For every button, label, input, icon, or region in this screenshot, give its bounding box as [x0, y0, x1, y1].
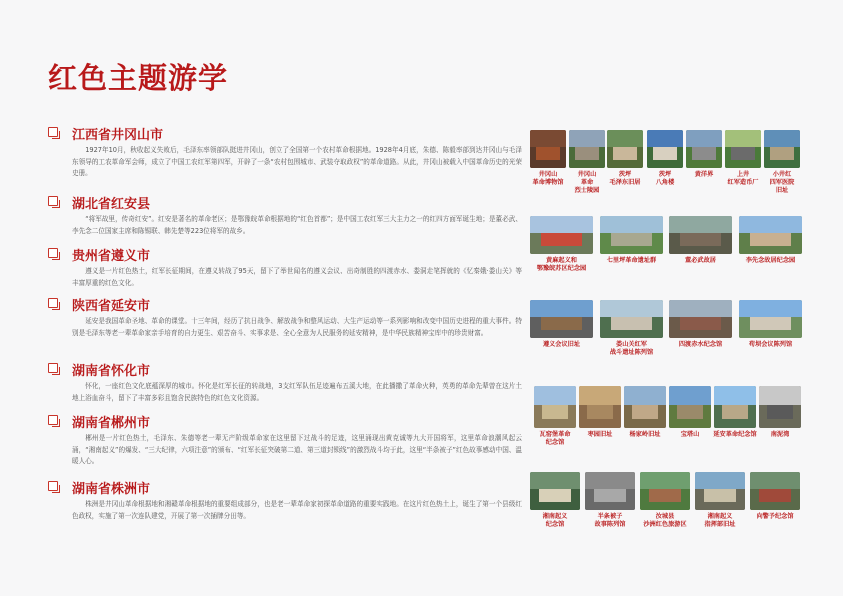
- gallery-photo: [647, 130, 683, 168]
- gallery-item: [566, 130, 608, 195]
- gallery-photo: [624, 386, 666, 428]
- gallery-item: [747, 472, 803, 521]
- gallery-caption: 井冈山 革命 烈士陵园: [574, 171, 600, 194]
- gallery-caption: 南泥湾: [770, 431, 790, 438]
- gallery-caption: 上井 红军造币厂: [727, 171, 759, 186]
- gallery-caption: 湘南起义 指挥部旧址: [704, 513, 736, 528]
- gallery-item: [736, 300, 805, 349]
- gallery-caption: 遵义会议旧址: [542, 341, 581, 348]
- gallery-photo: [585, 472, 635, 510]
- section-chenzhou: [48, 412, 522, 468]
- section-title: 湖南省株洲市: [72, 481, 151, 497]
- gallery-caption: 井冈山 革命博物馆: [532, 171, 564, 186]
- gallery-item: [761, 130, 803, 195]
- gallery-item: [597, 216, 666, 265]
- gallery-photo: [739, 216, 802, 254]
- gallery-item: [736, 216, 805, 265]
- gallery-caption: 董必武故居: [685, 257, 716, 264]
- section-marker-icon: [48, 248, 60, 260]
- gallery-caption: 小井红 四军医院 旧址: [769, 171, 795, 194]
- gallery-photo: [600, 216, 663, 254]
- section-body: 株洲是井冈山革命根据地和湘赣革命根据地的重要组成部分，也是老一辈革命家初探革命道路的重要实践地。在这片红色热土上，诞生了第一个县级红色政权，实施了第一次连队建党，开展了第一次插牌分田等。: [72, 500, 522, 520]
- gallery-item: [604, 130, 646, 187]
- gallery-caption: 娄山关红军 战斗遗址陈列馆: [609, 341, 654, 356]
- gallery-caption: 汝城县 沙洲红色旅游区: [643, 513, 687, 528]
- gallery-photo: [600, 300, 663, 338]
- section-title: 贵州省遵义市: [72, 248, 151, 264]
- section-zunyi: [48, 245, 522, 289]
- gallery-photo: [669, 300, 732, 338]
- gallery-photo: [640, 472, 690, 510]
- gallery-item: [597, 300, 666, 357]
- gallery-photo: [579, 386, 621, 428]
- gallery-item: [531, 386, 579, 447]
- gallery-caption: 杨家岭旧址: [629, 431, 661, 438]
- gallery-photo: [607, 130, 643, 168]
- gallery-photo: [750, 472, 800, 510]
- gallery-item: [576, 386, 624, 439]
- gallery-caption: 瓦窑堡革命 纪念馆: [539, 431, 571, 446]
- gallery-photo: [714, 386, 756, 428]
- section-title: 湖南省郴州市: [72, 415, 151, 431]
- gallery-caption: 茨坪 毛泽东旧居: [609, 171, 641, 186]
- section-body: 怀化，一座红色文化底蕴深厚的城市。怀化是红军长征的转战地，3支红军队伍足迹遍布五溪大地，在此播撒了革命火种，英勇的革命先辈曾在这片土地上浴血奋斗，留下了丰富多彩且饱含民族特色的红色文化资源。: [72, 382, 522, 402]
- gallery-caption: 半条被子 故事陈列馆: [594, 513, 626, 528]
- gallery-item: [692, 472, 748, 529]
- gallery-photo: [530, 472, 580, 510]
- gallery-item: [683, 130, 725, 179]
- gallery-photo: [695, 472, 745, 510]
- section-body: “将军故里，传奇红安”。红安是著名的革命老区；是鄂豫皖革命根据地的“红色首都”；是中国工农红军三大主力之一的红四方面军诞生地；是董必武、李先念二位国家主席和陈锡联、韩先楚等223位将军的故乡。: [72, 215, 522, 235]
- gallery-caption: 向警予纪念馆: [756, 513, 794, 520]
- section-marker-icon: [48, 481, 60, 493]
- gallery-photo: [569, 130, 605, 168]
- section-marker-icon: [48, 298, 60, 310]
- section-body: 遵义是一片红色热土，红军长征期间，在遵义转战了95天，留下了举世闻名的遵义会议、出奇制胜的四渡赤水、娄洞走笔挥就的《忆秦娥·娄山关》等丰富厚重的红色文化。: [72, 267, 522, 287]
- gallery-item: [527, 472, 583, 529]
- gallery-caption: 七里坪革命遗址群: [606, 257, 657, 264]
- gallery-photo: [759, 386, 801, 428]
- section-title: 陕西省延安市: [72, 298, 151, 314]
- gallery-item: [666, 216, 735, 265]
- gallery-caption: 湘南起义 纪念馆: [542, 513, 568, 528]
- gallery-photo: [530, 300, 593, 338]
- gallery-caption: 宝塔山: [680, 431, 700, 438]
- section-body: 1927年10月，秋收起义失败后，毛泽东率领部队挺进井冈山，创立了全国第一个农村革命根据地。1928年4月底，朱德、陈毅率部到达井冈山与毛泽东领导的工农革命军会师，成立了中国工农红军第四军，开辟了一条“农村包围城市、武装夺取政权”的革命道路。从此，井冈山被载入中国革命历史的光荣史册。: [72, 146, 522, 178]
- gallery-caption: 李先念故居纪念园: [745, 257, 796, 264]
- gallery-item: [711, 386, 759, 439]
- gallery-photo: [686, 130, 722, 168]
- gallery-photo: [534, 386, 576, 428]
- gallery-photo: [764, 130, 800, 168]
- gallery-caption: 黄麻起义和 鄂豫皖苏区纪念园: [536, 257, 587, 272]
- section-jinggangshan: [48, 124, 522, 180]
- section-huaihua: [48, 360, 522, 404]
- gallery-caption: 枣园旧址: [587, 431, 613, 438]
- gallery-photo: [669, 216, 732, 254]
- gallery-item: [637, 472, 693, 529]
- section-body: 郴州是一片红色热土，毛泽东、朱德等老一辈无产阶级革命家在这里留下过战斗的足迹，这里涌现出黄克诚等九大开国将军，这里革命浪潮风起云涌，“湘南起义”的爆发、“三大纪律，六项注意”的颁布、“红军长征突破第二道、第三道封锁线”的激烈战斗均于此，这里“半条被子”红色故事感动中国、温暖人心。: [72, 434, 522, 466]
- gallery-photo: [739, 300, 802, 338]
- gallery-item: [621, 386, 669, 439]
- section-hongan: [48, 193, 522, 237]
- page-title: 红色主题游学: [48, 61, 229, 95]
- gallery-item: [644, 130, 686, 187]
- gallery-photo: [669, 386, 711, 428]
- gallery-caption: 四渡赤水纪念馆: [678, 341, 723, 348]
- section-marker-icon: [48, 415, 60, 427]
- section-yanan: [48, 295, 522, 339]
- section-marker-icon: [48, 127, 60, 139]
- section-body: 延安是我国革命圣地、革命的课堂。十三年间，经历了抗日战争、解放战争和整风运动、大生产运动等一系列影响和改变中国历史进程的重大事件。特别是毛泽东等老一辈革命家亲手培育的自力更生、艰苦奋斗、实事求是、全心全意为人民服务的延安精神，是中华民族精神宝库中的珍贵财富。: [72, 317, 522, 337]
- section-title: 湖南省怀化市: [72, 363, 151, 379]
- section-title: 湖北省红安县: [72, 196, 151, 212]
- gallery-photo: [530, 216, 593, 254]
- gallery-item: [756, 386, 804, 439]
- gallery-photo: [530, 130, 566, 168]
- gallery-photo: [725, 130, 761, 168]
- gallery-item: [527, 300, 596, 349]
- gallery-item: [666, 300, 735, 349]
- section-title: 江西省井冈山市: [72, 127, 164, 143]
- gallery-caption: 茨坪 八角楼: [655, 171, 675, 186]
- gallery-item: [527, 216, 596, 273]
- gallery-item: [527, 130, 569, 187]
- gallery-item: [722, 130, 764, 187]
- gallery-caption: 延安革命纪念馆: [713, 431, 757, 438]
- gallery-item: [666, 386, 714, 439]
- gallery-caption: 黄洋界: [694, 171, 714, 178]
- gallery-item: [582, 472, 638, 529]
- gallery-caption: 苟坝会议陈列馆: [748, 341, 793, 348]
- section-zhuzhou: [48, 478, 522, 522]
- section-marker-icon: [48, 196, 60, 208]
- section-marker-icon: [48, 363, 60, 375]
